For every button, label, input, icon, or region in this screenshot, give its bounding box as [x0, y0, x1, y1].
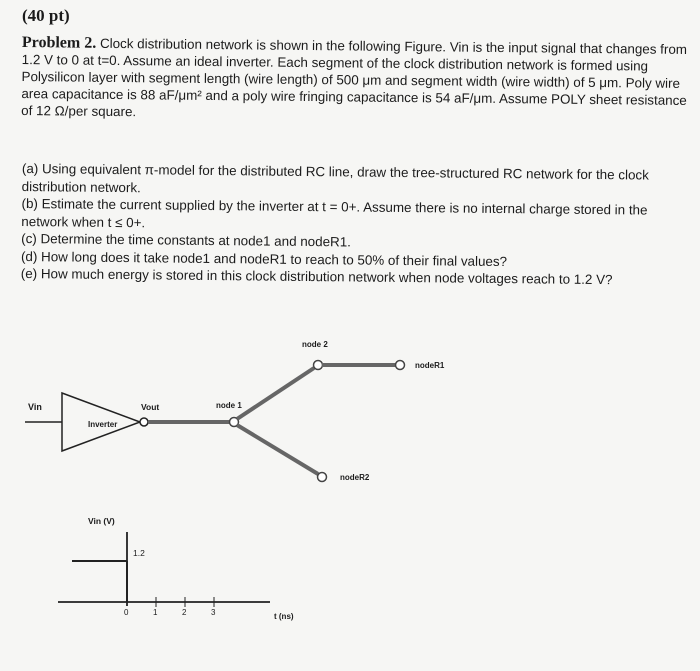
waveform-y-label: Vin (V): [88, 516, 115, 526]
vin-label: Vin: [28, 402, 42, 412]
question-c: (c) Determine the time constants at node1 and nodeR1.: [21, 230, 351, 250]
waveform-x-label: t (ns): [274, 612, 294, 621]
inverter-bubble: [140, 418, 148, 426]
nodeR1-dot: [396, 361, 405, 370]
problem-label: Problem 2.: [21, 34, 97, 52]
x-tick-label: 0: [124, 608, 129, 617]
question-e: (e) How much energy is stored in this clock distribution network when node voltages reach to 1.2 V?: [20, 265, 613, 288]
inverter-label: Inverter: [88, 420, 118, 429]
waveform-level-label: 1.2: [133, 548, 145, 558]
question-b: (b) Estimate the current supplied by the inverter at t = 0+. Assume there is no internal charge stored in the network when t ≤ 0+.: [21, 195, 648, 230]
upper-branch-wire: [237, 368, 314, 419]
x-tick-label: 3: [211, 608, 216, 617]
problem-text: Clock distribution network is shown in the following Figure. Vin is the input signal that changes from 1.2 V to 0 at t=0. Assume an ideal inverter. Each segment of the clock distribution network is formed using Polysilicon layer with segment length (wire length) of 500 μm and segment width (wire width) of 5 μm. Poly wire area capacitance is 88 aF/μm² and a poly wire fringing capacitance is 54 aF/μm. Assume POLY sheet resistance of 12 Ω/per square.: [21, 35, 688, 120]
node1-label: node 1: [216, 401, 242, 410]
points-label: (40 pt): [22, 6, 70, 25]
question-d: (d) How long does it take node1 and nodeR1 to reach to 50% of their final values?: [20, 248, 508, 269]
node2-label: node 2: [302, 340, 328, 349]
lower-branch-wire: [237, 425, 318, 474]
nodeR1-label: nodeR1: [415, 361, 445, 370]
nodeR2-dot: [318, 473, 327, 482]
problem-statement: [21, 34, 694, 126]
vout-label: Vout: [141, 402, 160, 412]
question-a: (a) Using equivalent π-model for the distributed RC line, draw the tree-structured RC network for the clock distribution network.: [21, 160, 649, 195]
nodeR2-label: nodeR2: [340, 473, 370, 482]
x-tick-label: 1: [153, 608, 158, 617]
x-tick-label: 2: [182, 608, 187, 617]
question-list: [21, 160, 694, 290]
clock-network-figure: [0, 330, 700, 671]
node2-dot: [314, 361, 323, 370]
